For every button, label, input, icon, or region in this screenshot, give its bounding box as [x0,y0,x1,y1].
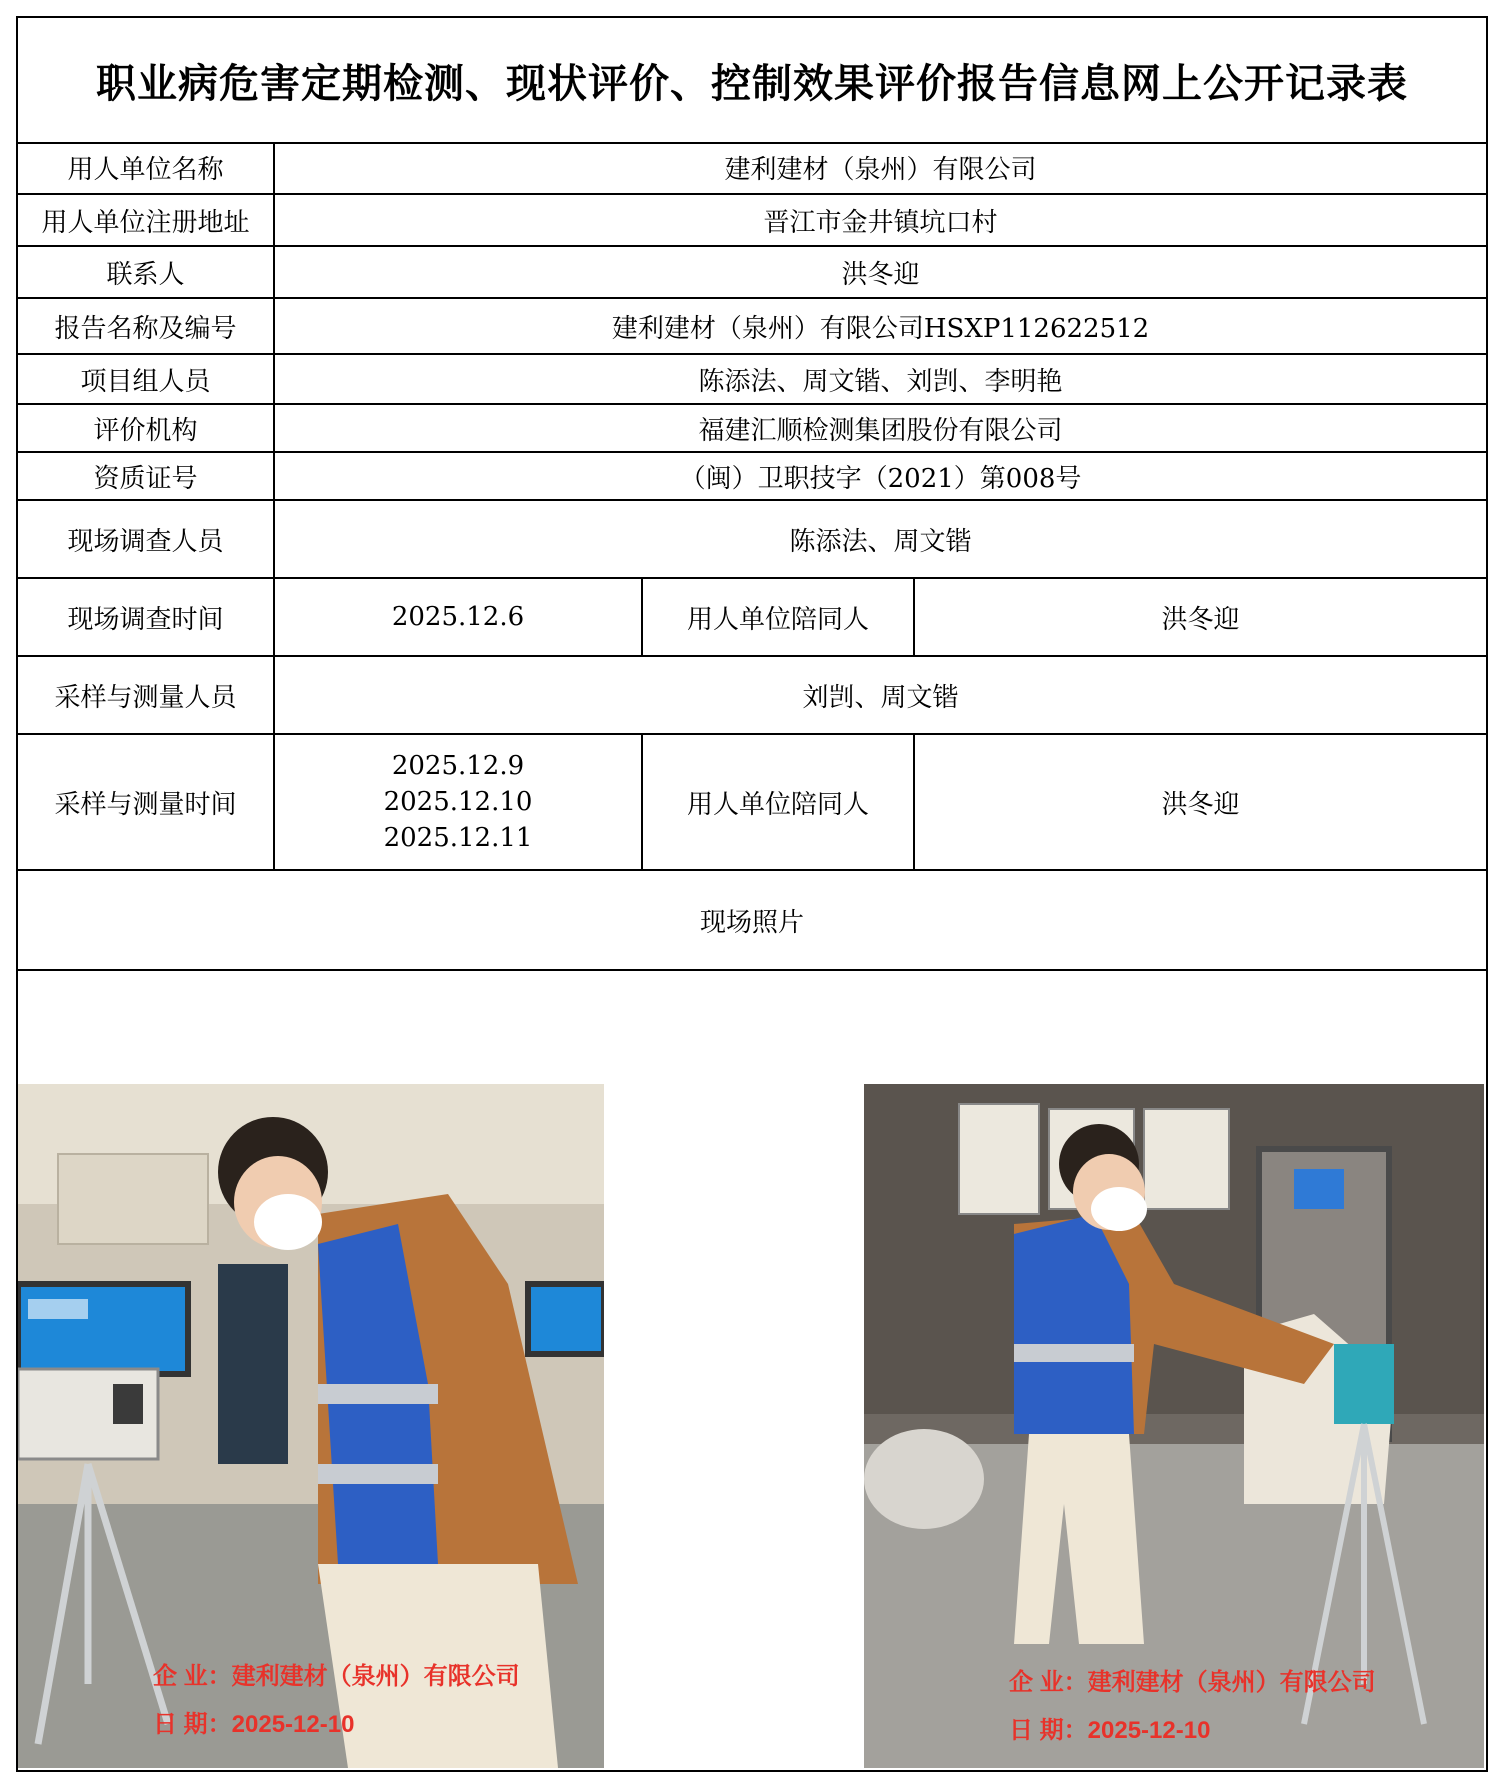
photo-stamp-date: 日 期：2025-12-10 [153,1711,355,1738]
photos-label: 现场照片 [18,870,1486,970]
table-row [18,142,1486,194]
sampling-date: 2025.12.10 [383,787,533,817]
license-label: 资质证号 [18,452,274,500]
team-label: 项目组人员 [18,354,274,404]
info-table [18,142,1486,971]
site-photo-1-image [18,1084,604,1768]
sampling-staff-value: 刘剀、周文锴 [274,656,1486,734]
sampling-escort-value: 洪冬迎 [914,734,1486,870]
employer-address-label: 用人单位注册地址 [18,194,274,246]
sampling-staff-label: 采样与测量人员 [18,656,274,734]
survey-staff-label: 现场调查人员 [18,500,274,578]
sampling-escort-label: 用人单位陪同人 [642,734,914,870]
employer-name-value: 建利建材（泉州）有限公司 [274,142,1486,194]
table-row [18,354,1486,404]
sampling-dates-cell [274,734,642,870]
table-row [18,578,1486,656]
agency-value: 福建汇顺检测集团股份有限公司 [274,404,1486,452]
survey-time-label: 现场调查时间 [18,578,274,656]
contact-value: 洪冬迎 [274,246,1486,298]
survey-escort-label: 用人单位陪同人 [642,578,914,656]
sampling-date: 2025.12.11 [383,823,533,853]
table-row [18,194,1486,246]
survey-escort-value: 洪冬迎 [914,578,1486,656]
record-sheet [16,16,1488,1772]
contact-label: 联系人 [18,246,274,298]
photo-stamp-date: 日 期：2025-12-10 [1009,1717,1211,1744]
employer-address-value: 晋江市金井镇坑口村 [274,194,1486,246]
table-row [18,734,1486,870]
report-label: 报告名称及编号 [18,298,274,354]
table-row [18,500,1486,578]
site-photo-1 [18,1084,604,1768]
license-value: （闽）卫职技字（2021）第008号 [274,452,1486,500]
report-value: 建利建材（泉州）有限公司HSXP112622512 [274,298,1486,354]
table-row [18,656,1486,734]
sampling-date: 2025.12.9 [391,751,525,781]
table-row [18,298,1486,354]
employer-name-label: 用人单位名称 [18,142,274,194]
table-row [18,870,1486,970]
site-photo-2 [864,1084,1484,1768]
table-row [18,404,1486,452]
table-row [18,452,1486,500]
sampling-time-label: 采样与测量时间 [18,734,274,870]
photo-stamp-company: 企 业：建利建材（泉州）有限公司 [1009,1669,1376,1696]
photo-stamp-company: 企 业：建利建材（泉州）有限公司 [153,1663,520,1690]
survey-staff-value: 陈添法、周文锴 [274,500,1486,578]
agency-label: 评价机构 [18,404,274,452]
survey-time-value: 2025.12.6 [274,578,642,656]
page-title: 职业病危害定期检测、现状评价、控制效果评价报告信息网上公开记录表 [18,18,1486,144]
table-row [18,246,1486,298]
site-photo-2-image [864,1084,1484,1768]
team-value: 陈添法、周文锴、刘剀、李明艳 [274,354,1486,404]
